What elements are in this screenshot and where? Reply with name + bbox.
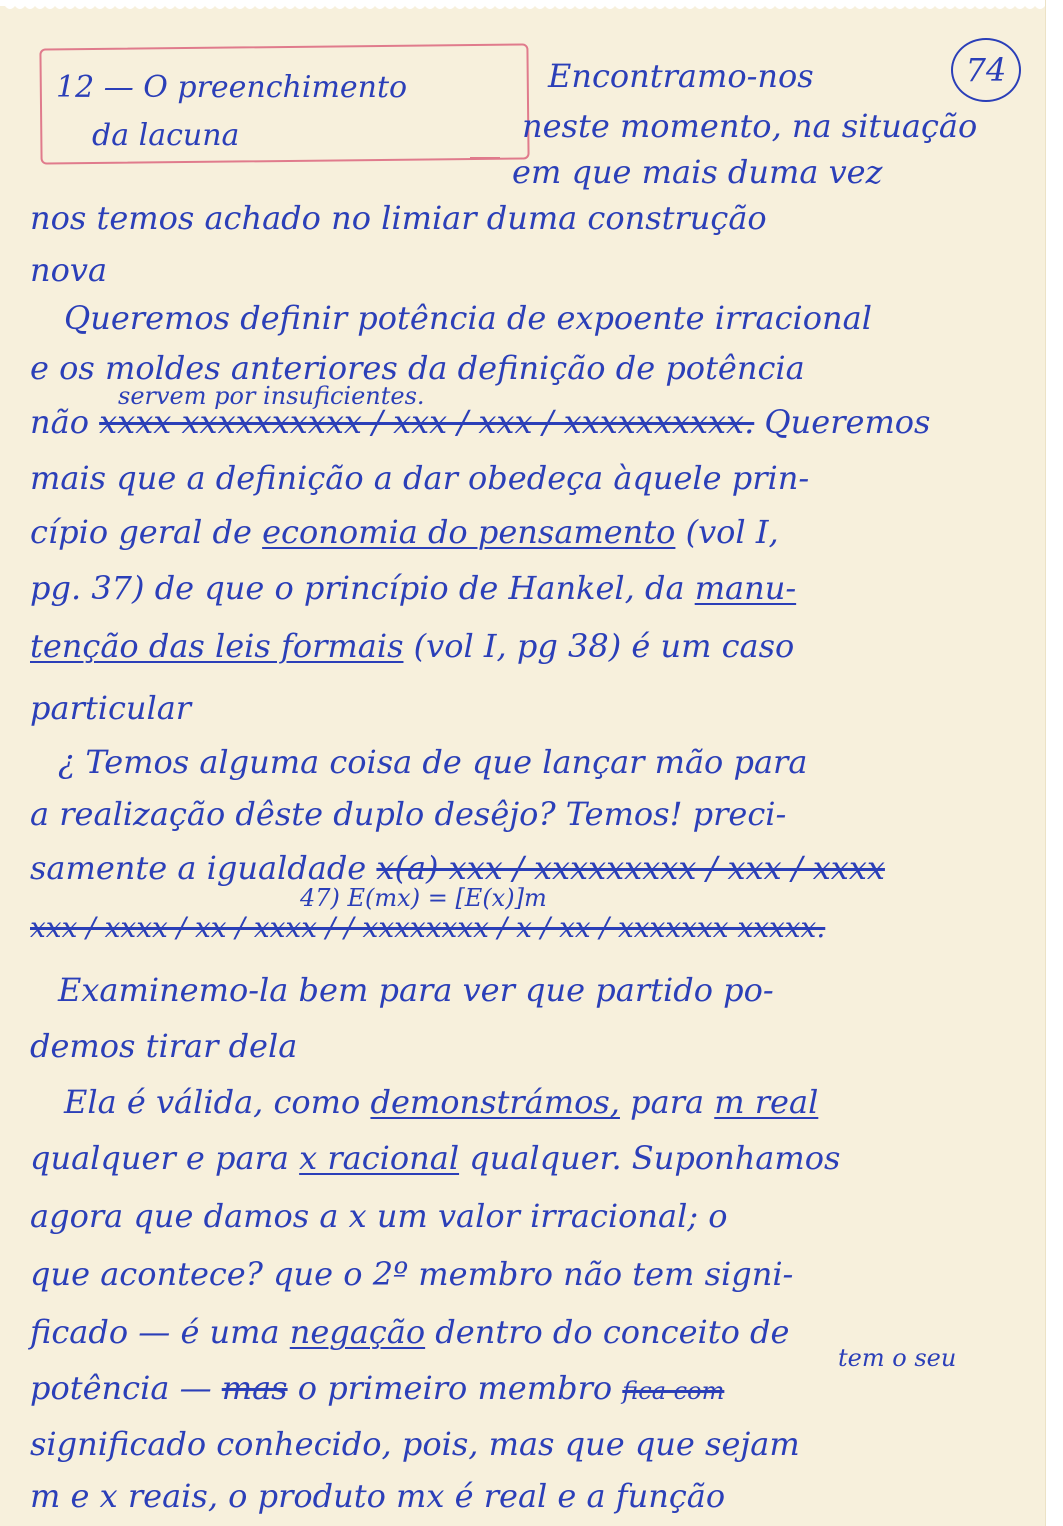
formula-47: 47) E(mx) = [E(x)]m bbox=[300, 884, 547, 912]
text-line-25-start: potência — bbox=[30, 1369, 212, 1407]
underlined-economia-do-pensamento: economia do pensamento bbox=[262, 513, 676, 551]
text-line-16-start: samente a igualdade bbox=[30, 849, 367, 887]
text-line-15: a realização dêste duplo desêjo? Temos! preci- bbox=[30, 795, 787, 833]
text-line-1: Encontramo-nos bbox=[548, 57, 814, 95]
text-line-12-end: (vol I, pg 38) é um caso bbox=[413, 627, 795, 665]
text-line-10-start: cípio geral de bbox=[30, 513, 252, 551]
struck-out-text-1: xxxx xxxxxxxxxx / xxx / xxx / xxxxxxxxxx. bbox=[99, 403, 755, 441]
text-line-22: agora que damos a x um valor irracional; o bbox=[30, 1197, 728, 1235]
text-line-7: e os moldes anteriores da definição de potência bbox=[30, 349, 805, 387]
text-line-4: nos temos achado no limiar duma construção bbox=[30, 199, 767, 237]
underlined-negacao: negação bbox=[289, 1313, 426, 1351]
text-line-24 bbox=[30, 1312, 789, 1352]
text-line-20-start: Ela é válida, como bbox=[64, 1083, 361, 1121]
text-line-25-middle: o primeiro membro bbox=[297, 1369, 613, 1407]
text-line-24-end: dentro do conceito de bbox=[435, 1313, 790, 1351]
text-line-19: demos tirar dela bbox=[30, 1027, 298, 1065]
text-line-6: Queremos definir potência de expoente irracional bbox=[64, 299, 872, 337]
text-line-8 bbox=[30, 402, 930, 442]
text-line-8-start: não bbox=[30, 403, 89, 441]
text-line-9: mais que a definição a dar obedeça àquele prin- bbox=[30, 459, 810, 497]
underlined-m-real: m real bbox=[714, 1083, 819, 1121]
text-line-3: em que mais duma vez bbox=[512, 153, 883, 191]
struck-out-mas: mas bbox=[221, 1369, 288, 1407]
text-line-8-end: Queremos bbox=[764, 403, 931, 441]
underlined-racional: x racional bbox=[299, 1139, 460, 1177]
text-line-12 bbox=[30, 626, 794, 666]
section-title-line-1: 12 — O preenchimento bbox=[56, 70, 408, 105]
interlinear-insertion-2: tem o seu bbox=[838, 1344, 957, 1372]
interlinear-insertion-1: servem por insuficientes. bbox=[118, 382, 425, 410]
text-line-21 bbox=[30, 1138, 840, 1178]
title-frame-tail bbox=[470, 157, 500, 159]
struck-out-fica-com: fica com bbox=[622, 1377, 725, 1405]
text-line-26: significado conhecido, pois, mas que que sejam bbox=[30, 1425, 800, 1463]
text-line-27: m e x reais, o produto mx é real e a função bbox=[30, 1477, 726, 1515]
text-line-21-end: qualquer. Suponhamos bbox=[469, 1139, 841, 1177]
text-line-21-start: qualquer e para bbox=[30, 1139, 289, 1177]
underlined-demonstramos: demonstrámos, bbox=[370, 1083, 620, 1121]
text-line-16 bbox=[30, 848, 885, 888]
text-line-11 bbox=[30, 568, 796, 608]
text-line-13: particular bbox=[30, 689, 192, 727]
text-line-10-end: (vol I, bbox=[685, 513, 779, 551]
text-line-5: nova bbox=[30, 251, 108, 289]
text-line-2: neste momento, na situação bbox=[522, 107, 978, 145]
underlined-manu: manu- bbox=[694, 569, 797, 607]
text-line-20 bbox=[64, 1082, 818, 1122]
section-title-line-2: da lacuna bbox=[92, 118, 240, 153]
text-line-23: que acontece? que o 2º membro não tem signi- bbox=[30, 1255, 794, 1293]
text-line-18: Examinemo-la bem para ver que partido po- bbox=[58, 971, 774, 1009]
underlined-leis-formais: tenção das leis formais bbox=[30, 627, 404, 665]
text-line-24-start: ficado — é uma bbox=[30, 1313, 280, 1351]
text-line-10 bbox=[30, 512, 779, 552]
struck-out-text-3: xxx / xxxx / xx / xxxx / / xxxxxxxx / x / xx / xxxxxxx xxxxx. bbox=[30, 911, 826, 944]
struck-out-text-2: x(a) xxx / xxxxxxxxx / xxx / xxxx bbox=[376, 849, 885, 887]
page-number: 74 bbox=[951, 38, 1021, 102]
text-line-20-para: para bbox=[630, 1083, 705, 1121]
text-line-11-start: pg. 37) de que o princípio de Hankel, da bbox=[30, 569, 685, 607]
text-line-25 bbox=[30, 1368, 724, 1411]
text-line-14: ¿ Temos alguma coisa de que lançar mão para bbox=[58, 743, 808, 781]
perforated-edge bbox=[0, 0, 1045, 14]
